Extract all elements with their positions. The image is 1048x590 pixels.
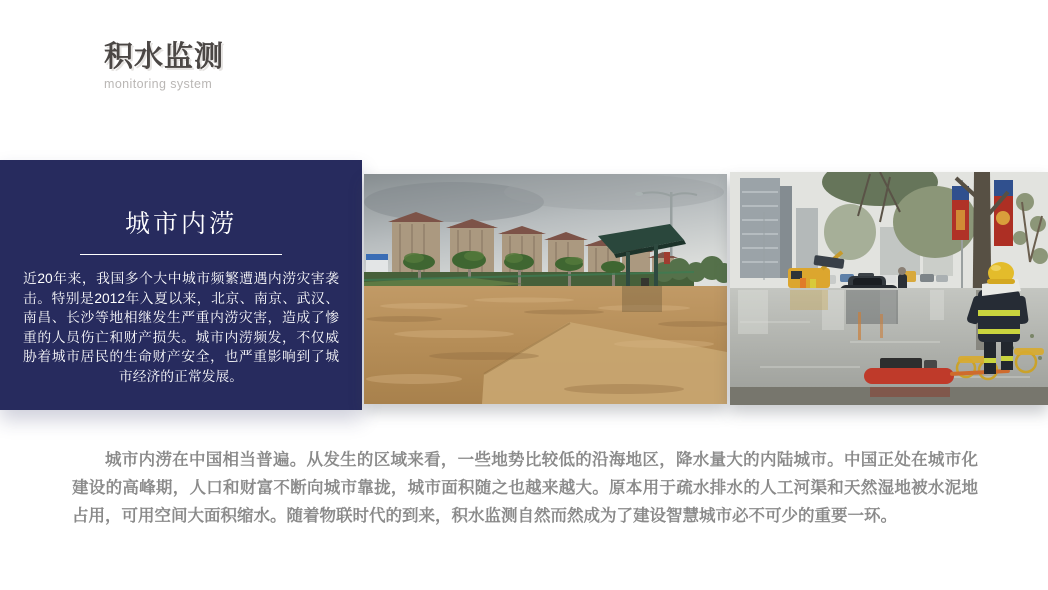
flood-rescue-illustration <box>730 172 1048 405</box>
flooded-street-illustration <box>364 174 727 404</box>
page-subtitle: monitoring system <box>104 77 213 92</box>
boat-reflection <box>870 387 950 397</box>
flooded-street-photo-2 <box>730 172 1048 405</box>
flood-water <box>364 286 727 404</box>
title-block <box>104 41 224 91</box>
info-panel-body: 近20年来，我国多个大中城市频繁遭遇内涝灾害袭击。特别是2012年入夏以来，北京、南京、武汉、南昌、长沙等地相继发生严重内涝灾害，造成了惨重的人员伤亡和财产损失。城市内涝频发，不仅威胁着城市居民的生命财产安全，也严重影响到了城市经济的正常发展。 <box>23 271 339 384</box>
page-title: 积水监测 <box>104 41 225 73</box>
info-panel <box>0 160 362 410</box>
info-panel-heading: 城市内涝 <box>124 210 237 238</box>
flooded-street-photo-1 <box>364 174 727 404</box>
footer-paragraph: 城市内涝在中国相当普遍。从发生的区域来看，一些地势比较低的沿海地区，降水量大的内陆城市。中国正处在城市化建设的高峰期，人口和财富不断向城市靠拢，城市面积随之也越来越大。原本用于疏水排水的人工河渠和天然湿地被水泥地占用，可用空间大面积缩水。随着物联时代的到来，积水监测自然而然成为了建设智慧城市必不可少的重要一环。 <box>72 451 978 525</box>
info-panel-divider <box>80 254 282 255</box>
